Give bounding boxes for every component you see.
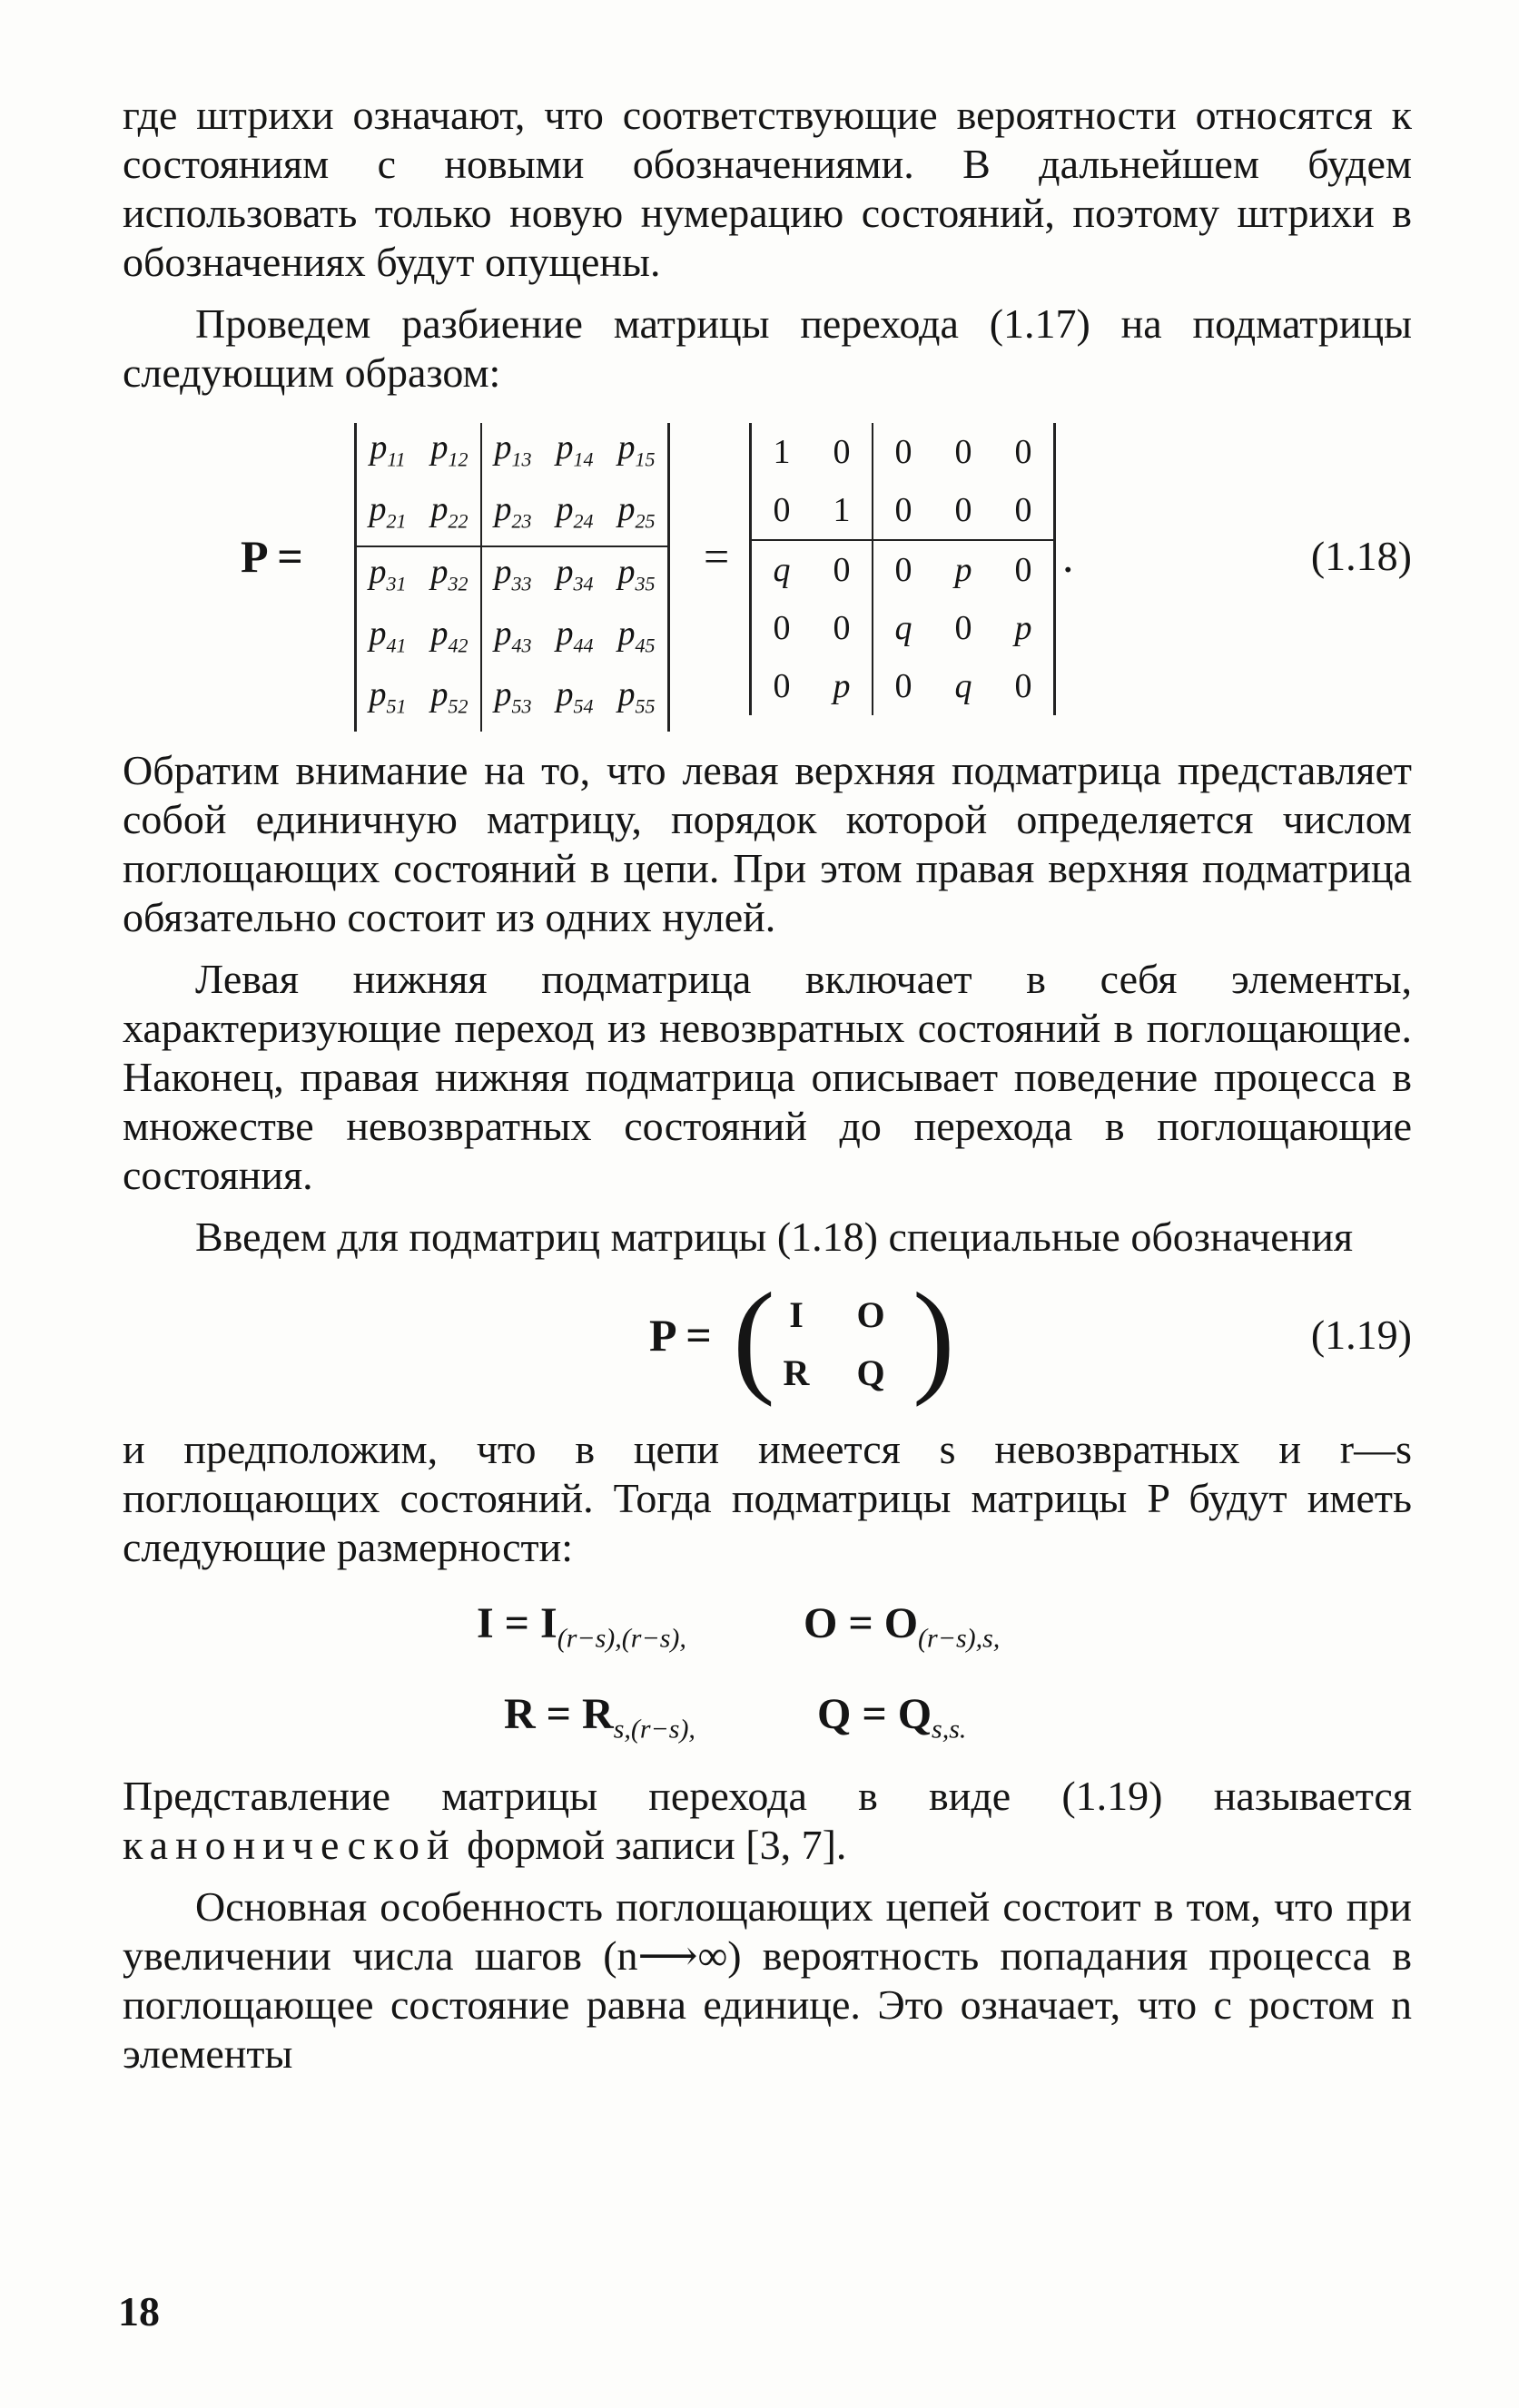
block-O: O	[856, 1294, 885, 1335]
matrix-values-cell-1-3: 0	[894, 433, 912, 471]
dimensions-block	[123, 1590, 1412, 1772]
paragraph-8: Основная особенность поглощающих цепей состоит в том, что при увеличении числа шагов (n⟶∞) вероятность попадания процесса в поглощающее состояние равна единице. Это означает, что с ростом n элементы	[123, 1883, 1412, 2077]
matrix-values-cell-4-4: 0	[954, 609, 972, 647]
matrix-values-cell-3-4: p	[954, 551, 972, 589]
matrix-values-cell-4-1: 0	[773, 609, 791, 647]
matrix-values-cell-1-2: 0	[812, 423, 873, 481]
matrix-p-cell-5-4: $p_{54}$	[556, 675, 594, 718]
matrix-values-cell-4-2: 0	[812, 599, 873, 657]
matrix-values-cell-3-2: 0	[812, 540, 873, 599]
paragraph-6: и предположим, что в цепи имеется s невозвратных и r—s поглощающих состояний. Тогда подматрицы матрицы P будут иметь следующие размерности:	[123, 1426, 1412, 1570]
eq119-lhs: P =	[649, 1310, 712, 1361]
matrix-values-cell-2-4: 0	[933, 481, 993, 540]
matrix-p-cell-3-1: $p_{31}$	[369, 553, 407, 595]
matrix-p-cell-2-2: $p_{22}$	[419, 485, 481, 547]
matrix-values-cell-5-4: q	[954, 667, 972, 705]
page-number: 18	[118, 2288, 160, 2334]
matrix-values-cell-5-1: 0	[773, 667, 791, 705]
matrix-p-cell-4-2: $p_{42}$	[419, 609, 481, 671]
equation-1-19	[123, 1267, 1412, 1412]
block-R: R	[783, 1352, 810, 1393]
matrix-p-cell-2-1: $p_{21}$	[357, 485, 419, 547]
matrix-values-cell-3-3: 0	[894, 551, 912, 589]
page-text	[123, 91, 1412, 2079]
matrix-values-cell-5-3: 0	[894, 667, 912, 705]
block-matrix	[758, 1285, 909, 1403]
matrix-p-cell-1-2: $p_{12}$	[419, 423, 481, 485]
matrix-values-cell-1-5: 0	[1014, 433, 1032, 471]
matrix-p-cell-4-4: $p_{44}$	[556, 614, 594, 657]
paragraph-5: Введем для подматриц матрицы (1.18) специальные обозначения	[195, 1214, 1354, 1260]
matrix-values-cell-3-5: 0	[1014, 551, 1032, 589]
paragraph-1: где штрихи означают, что соответствующие вероятности относятся к состояниям с новыми обозначениями. В дальнейшем будем использовать только новую нумерацию состояний, поэтому штрихи в обозначениях будут опущены.	[123, 92, 1412, 285]
matrix-p-cell-1-5: $p_{15}$	[617, 428, 656, 471]
matrix-values-cell-5-5: 0	[1014, 667, 1032, 705]
matrix-p-cell-1-4: $p_{14}$	[556, 428, 594, 471]
matrix-values-cell-3-1: q	[773, 551, 791, 589]
matrix-p-cell-3-3: $p_{33}$	[494, 553, 532, 595]
eq118-equals: =	[704, 531, 730, 582]
matrix-p-cell-2-4: $p_{24}$	[544, 485, 606, 547]
eq118-period: .	[1062, 531, 1074, 582]
matrix-values-cell-5-2: p	[812, 657, 873, 715]
paragraph-4: Левая нижняя подматрица включает в себя элементы, характеризующие переход из невозвратных состояний в поглощающие. Наконец, правая нижняя подматрица описывает поведение процесса в множестве невозвратных состояний до перехода в поглощающие состояния.	[123, 956, 1412, 1198]
matrix-p-cell-3-2: $p_{32}$	[419, 546, 481, 609]
dim-R: $R = R_{s,(r-s),}$	[504, 1690, 695, 1745]
matrix-p-cell-2-5: $p_{25}$	[606, 485, 667, 547]
matrix-values-cell-4-5: p	[1014, 609, 1032, 647]
matrix-p-cell-5-2: $p_{52}$	[419, 670, 481, 732]
matrix-values-cell-2-3: 0	[873, 481, 933, 540]
matrix-p-cell-5-1: $p_{51}$	[369, 675, 407, 718]
matrix-values-cell-2-1: 0	[752, 481, 812, 540]
term-canonical: канонической	[123, 1822, 457, 1868]
matrix-p-cell-3-4: $p_{34}$	[556, 553, 594, 595]
matrix-p-cell-4-1: $p_{41}$	[369, 614, 407, 657]
matrix-values	[749, 423, 1056, 715]
eq118-number: (1.18)	[1310, 533, 1412, 579]
matrix-p-cell-5-3: $p_{53}$	[494, 675, 532, 718]
matrix-p-cell-1-1: $p_{11}$	[370, 428, 406, 471]
eq119-number: (1.19)	[1310, 1312, 1412, 1358]
matrix-p-cell-5-5: $p_{55}$	[617, 675, 656, 718]
matrix-p-cell-3-5: $p_{35}$	[617, 553, 656, 595]
matrix-values-cell-1-4: 0	[954, 433, 972, 471]
paragraph-3: Обратим внимание на то, что левая верхняя подматрица представляет собой единичную матрицу, порядок которой определяется числом поглощающих состояний в цепи. При этом правая верхняя подматрица обязательно состоит из одних нулей.	[123, 747, 1412, 940]
right-paren: )	[912, 1267, 955, 1408]
matrix-p-cell-4-3: $p_{43}$	[494, 614, 532, 657]
dim-I: $I = I_{(r-s),(r-s),}$	[477, 1599, 686, 1654]
left-paren: (	[733, 1267, 775, 1408]
equation-1-18	[123, 416, 1412, 733]
matrix-p	[354, 423, 670, 732]
matrix-p-cell-1-3: $p_{13}$	[494, 428, 532, 471]
matrix-p-cell-2-3: $p_{23}$	[481, 485, 544, 547]
dim-Q: $Q = Q_{s,s.}$	[817, 1690, 967, 1745]
paragraph-7: Представление матрицы перехода в виде (1.19) называется канонической формой записи [3, 7].	[123, 1773, 1412, 1868]
matrix-p-cell-4-5: $p_{45}$	[617, 614, 656, 657]
block-Q: Q	[856, 1352, 885, 1393]
block-I: I	[789, 1294, 804, 1335]
matrix-values-cell-4-3: q	[894, 609, 912, 647]
matrix-values-cell-2-2: 1	[812, 481, 873, 540]
matrix-values-cell-2-5: 0	[993, 481, 1053, 540]
dim-O: $O = O_{(r-s),s,}$	[804, 1599, 1001, 1654]
eq118-lhs: P =	[241, 531, 303, 582]
paragraph-2: Проведем разбиение матрицы перехода (1.17) на подматрицы следующим образом:	[123, 300, 1412, 396]
matrix-values-cell-1-1: 1	[773, 433, 791, 471]
